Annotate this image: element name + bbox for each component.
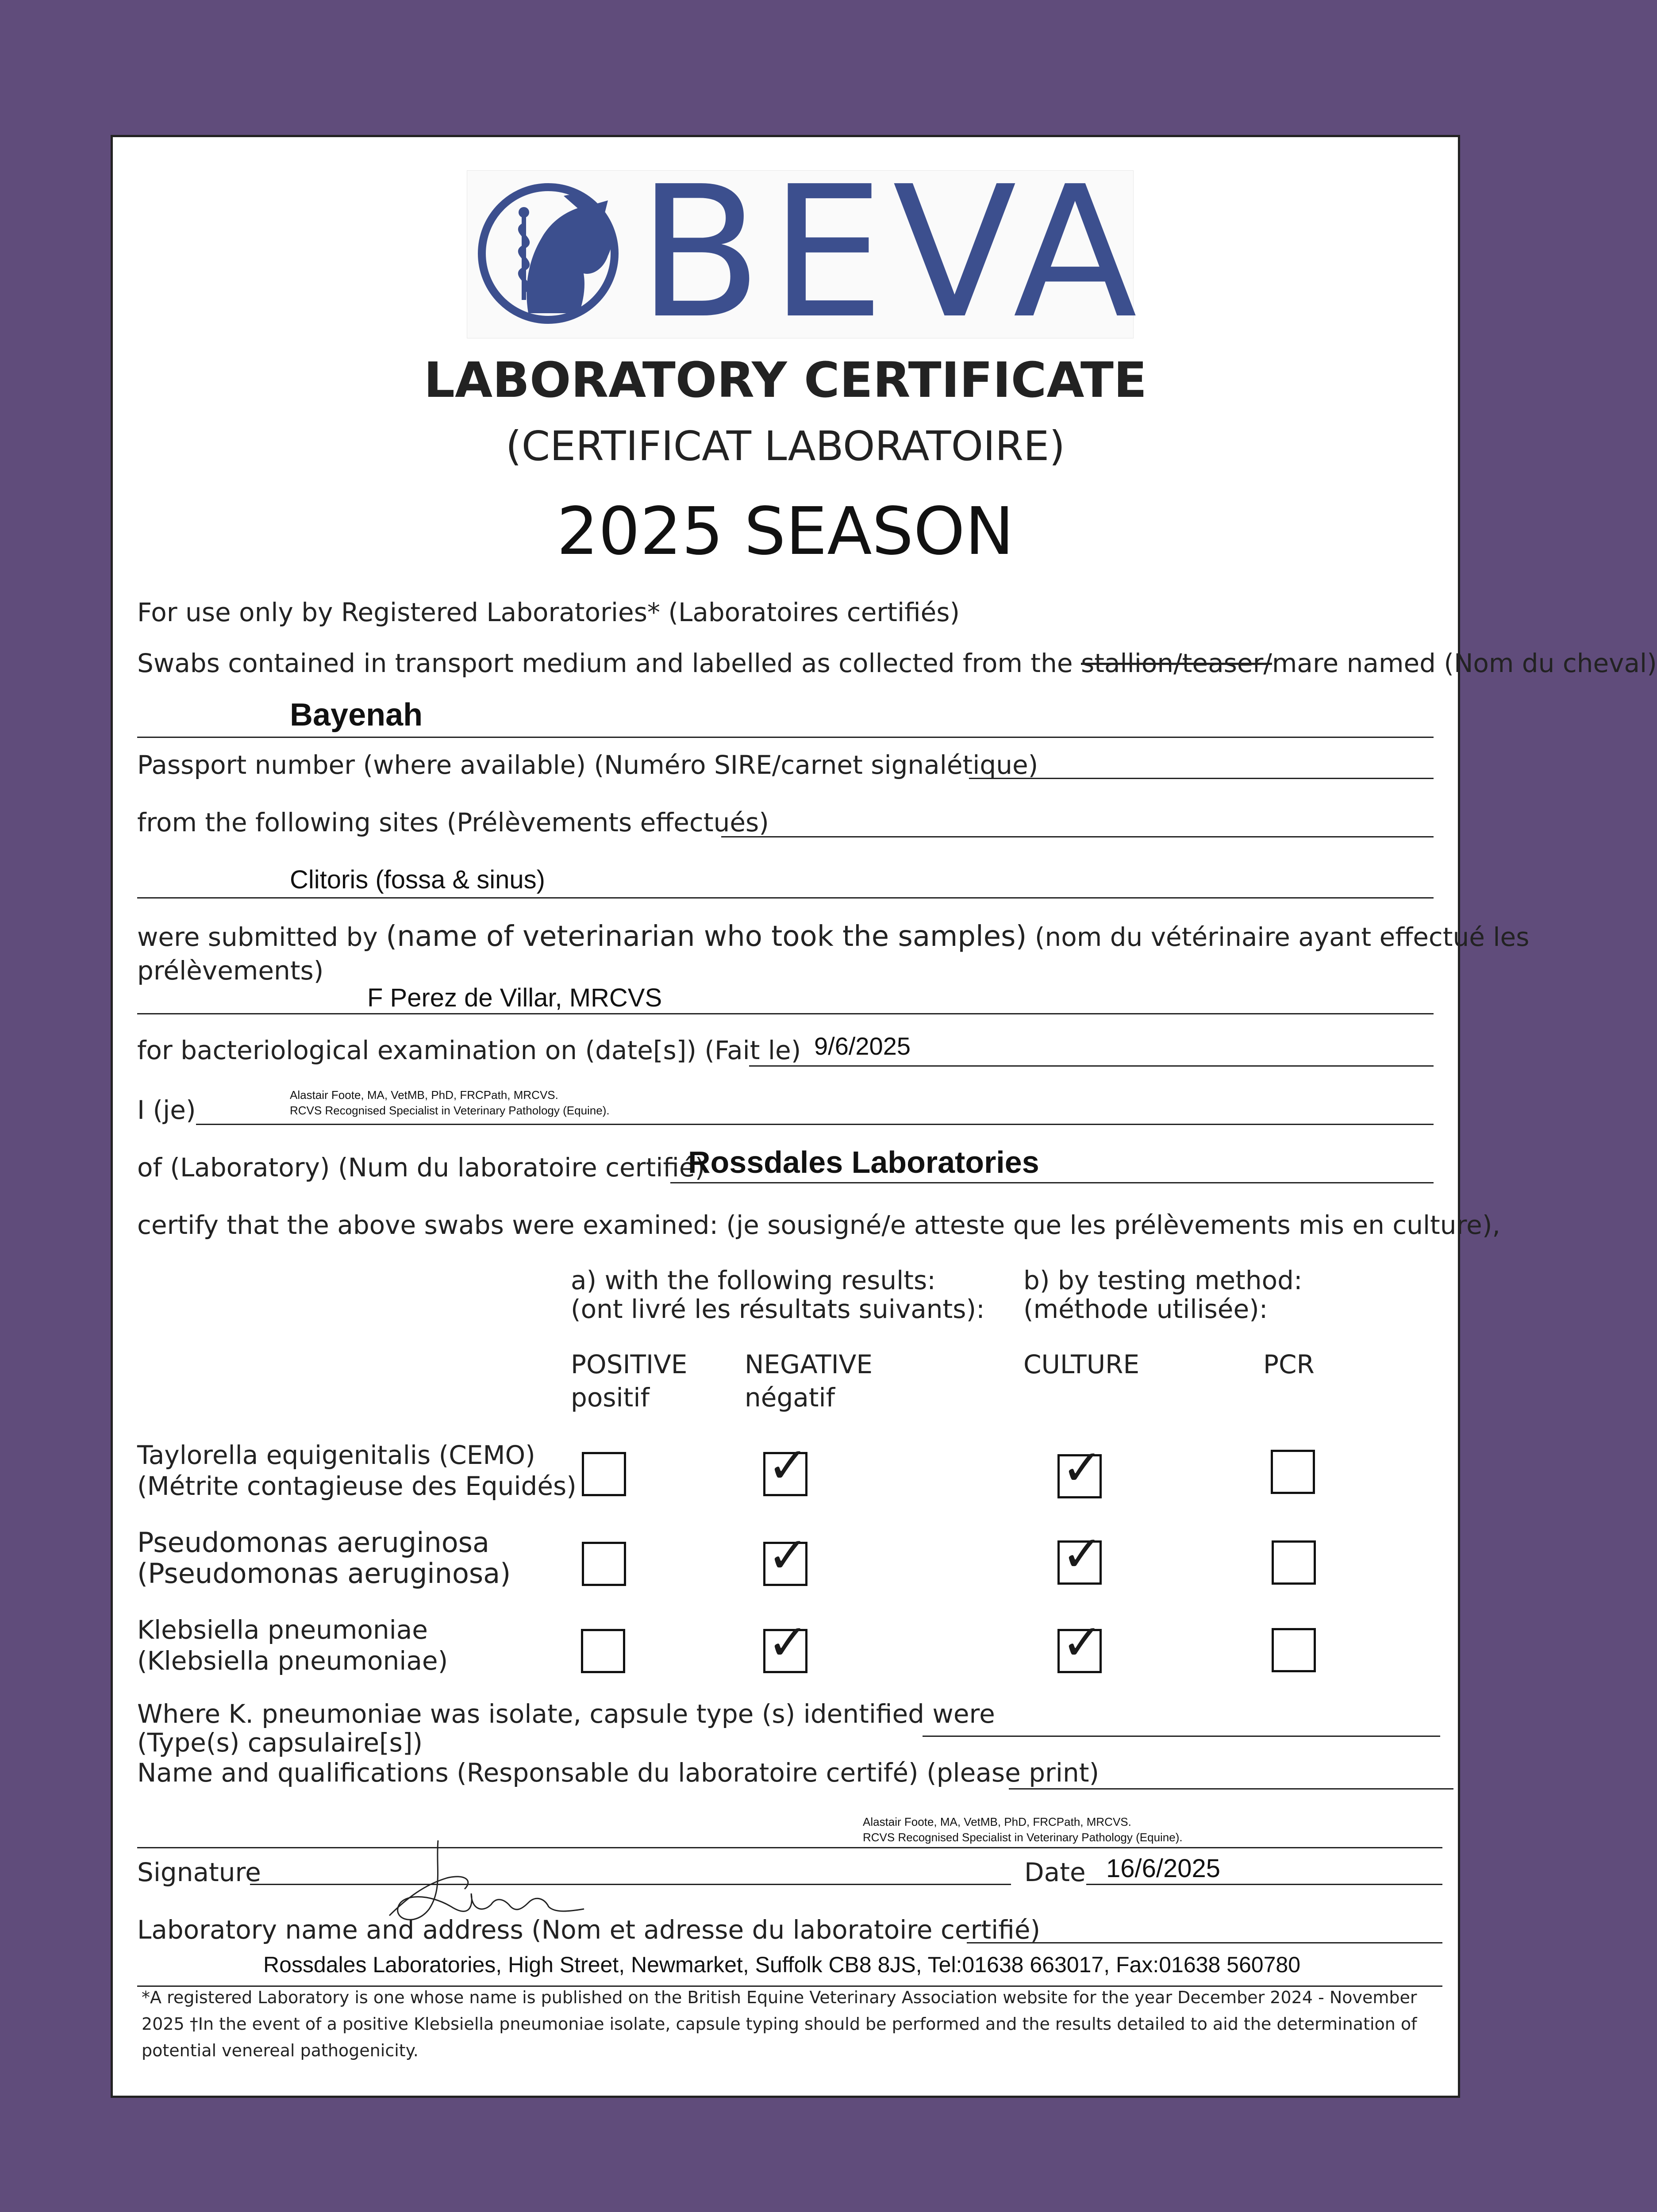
lab-address-label: Laboratory name and address (Nom et adresse du laboratoire certifié)	[137, 1915, 1041, 1945]
check-mark-icon: ✓	[767, 1527, 809, 1584]
exam-date-label: for bacteriological examination on (date[s]) (Fait le)	[137, 1035, 801, 1065]
pathologist-line2: RCVS Recognised Specialist in Veterinary Pathology (Equine).	[290, 1104, 610, 1117]
negative-header: NEGATIVE	[745, 1349, 873, 1379]
swabs-statement: Swabs contained in transport medium and labelled as collected from the stallion/teaser/mare named (Nom du cheval)	[137, 648, 1657, 678]
negative-header-fr: négatif	[745, 1382, 835, 1413]
culture-checkbox[interactable]	[1057, 1525, 1103, 1585]
horse-name-value: Bayenah	[290, 697, 423, 733]
organism-name: Pseudomonas aeruginosa	[137, 1526, 489, 1559]
capsule-line	[923, 1736, 1440, 1737]
culture-checkbox[interactable]	[1057, 1439, 1103, 1498]
name-line	[137, 1847, 1442, 1848]
name-qualifications-label: Name and qualifications (Responsable du laboratoire certifé) (please print)	[137, 1758, 1100, 1788]
positive-header: POSITIVE	[571, 1349, 688, 1379]
i-line	[196, 1124, 1434, 1125]
culture-header: CULTURE	[1023, 1349, 1140, 1379]
i-label: I (je)	[137, 1095, 196, 1125]
sites-line-1	[721, 836, 1434, 837]
page-title: LABORATORY CERTIFICATE	[423, 352, 1147, 408]
sites-label: from the following sites (Prélèvements effectués)	[137, 807, 769, 837]
sites-line-2	[137, 897, 1434, 899]
submitted-label-cont: prélèvements)	[137, 956, 324, 986]
passport-label: Passport number (where available) (Numéro SIRE/carnet signalétique)	[137, 750, 1038, 780]
signer-line1: Alastair Foote, MA, VetMB, PhD, FRCPath, MRCVS.	[863, 1815, 1131, 1828]
negative-checkbox[interactable]	[763, 1437, 809, 1496]
sites-value: Clitoris (fossa & sinus)	[290, 865, 545, 894]
pcr-checkbox[interactable]	[1271, 1450, 1315, 1494]
check-mark-icon: ✓	[1061, 1525, 1103, 1583]
horse-name-line	[137, 737, 1434, 738]
positive-checkbox[interactable]	[582, 1542, 626, 1586]
results-header-1: a) with the following results:	[571, 1265, 936, 1295]
laboratory-label: of (Laboratory) (Num du laboratoire certifié)	[137, 1152, 705, 1183]
check-mark-icon: ✓	[767, 1437, 809, 1494]
positive-header-fr: positif	[571, 1382, 650, 1413]
laboratory-line	[670, 1182, 1434, 1183]
exam-date-line	[749, 1065, 1434, 1067]
laboratory-value: Rossdales Laboratories	[688, 1145, 1039, 1179]
footnote-line3: potential venereal pathogenicity.	[142, 2041, 419, 2060]
pathologist-line1: Alastair Foote, MA, VetMB, PhD, FRCPath, MRCVS.	[290, 1088, 558, 1102]
signature-label: Signature	[137, 1857, 261, 1887]
check-mark-icon: ✓	[1061, 1614, 1103, 1671]
footnote-line1: *A registered Laboratory is one whose name is published on the British Equine Veterinary Association website for the year December 2024 - November	[142, 1988, 1417, 2007]
pcr-header: PCR	[1263, 1349, 1315, 1379]
registered-note: For use only by Registered Laboratories* (Laboratoires certifiés)	[137, 597, 960, 627]
lab-address-value: Rossdales Laboratories, High Street, Newmarket, Suffolk CB8 8JS, Tel:01638 663017, Fax:01638 560780	[263, 1952, 1301, 1977]
date-line	[1086, 1884, 1442, 1885]
check-mark-icon: ✓	[767, 1614, 809, 1671]
organism-name: Taylorella equigenitalis (CEMO)	[137, 1440, 535, 1470]
method-header-1: b) by testing method:	[1023, 1265, 1303, 1295]
season-heading: 2025 SEASON	[557, 493, 1014, 569]
organism-name: Klebsiella pneumoniae	[137, 1615, 428, 1645]
certificate-page	[111, 135, 1657, 2098]
lab-address-line-1	[967, 1942, 1442, 1943]
struck-text: stallion/teaser/	[1081, 648, 1272, 678]
culture-checkbox[interactable]	[1057, 1614, 1103, 1673]
organism-name-fr: (Klebsiella pneumoniae)	[137, 1646, 448, 1676]
signer-line2: RCVS Recognised Specialist in Veterinary Pathology (Equine).	[863, 1831, 1183, 1844]
footnote-line2: 2025 †In the event of a positive Klebsiella pneumoniae isolate, capsule typing should be performed and the results detailed to aid the determination of	[142, 2014, 1417, 2034]
organism-name-fr: (Métrite contagieuse des Equidés)	[137, 1471, 577, 1501]
check-mark-icon: ✓	[1061, 1439, 1103, 1497]
lab-address-line-2	[137, 1985, 1442, 1987]
veterinarian-value: F Perez de Villar, MRCVS	[367, 983, 662, 1012]
pcr-checkbox[interactable]	[1272, 1628, 1316, 1672]
pcr-checkbox[interactable]	[1272, 1540, 1316, 1585]
date-value: 16/6/2025	[1106, 1854, 1221, 1883]
exam-date-value: 9/6/2025	[814, 1032, 911, 1060]
capsule-label-fr: (Type(s) capsulaire[s])	[137, 1728, 423, 1758]
results-header-2: (ont livré les résultats suivants):	[571, 1294, 985, 1324]
page-subtitle: (CERTIFICAT LABORATOIRE)	[505, 422, 1065, 470]
veterinarian-line	[137, 1013, 1434, 1014]
passport-line	[969, 778, 1434, 779]
negative-checkbox[interactable]	[763, 1614, 809, 1673]
signature-line	[250, 1884, 1011, 1885]
organism-name-fr: (Pseudomonas aeruginosa)	[137, 1557, 511, 1590]
name-qualifications-line	[1009, 1788, 1453, 1790]
positive-checkbox[interactable]	[582, 1452, 626, 1496]
submitted-label: were submitted by (name of veterinarian who took the samples) (nom du vétérinaire ayant effectué les	[137, 920, 1530, 953]
method-header-2: (méthode utilisée):	[1023, 1294, 1268, 1324]
logo-text: BEVA	[638, 147, 1146, 358]
beva-logo	[467, 147, 1146, 358]
horse-head-caduceus-icon	[475, 180, 621, 326]
date-label: Date	[1024, 1857, 1086, 1887]
capsule-label: Where K. pneumoniae was isolate, capsule type (s) identified were	[137, 1699, 995, 1729]
certify-text: certify that the above swabs were examined: (je sousigné/e atteste que les prélèvements mis en culture),	[137, 1210, 1500, 1240]
negative-checkbox[interactable]	[763, 1527, 809, 1586]
positive-checkbox[interactable]	[581, 1629, 625, 1673]
